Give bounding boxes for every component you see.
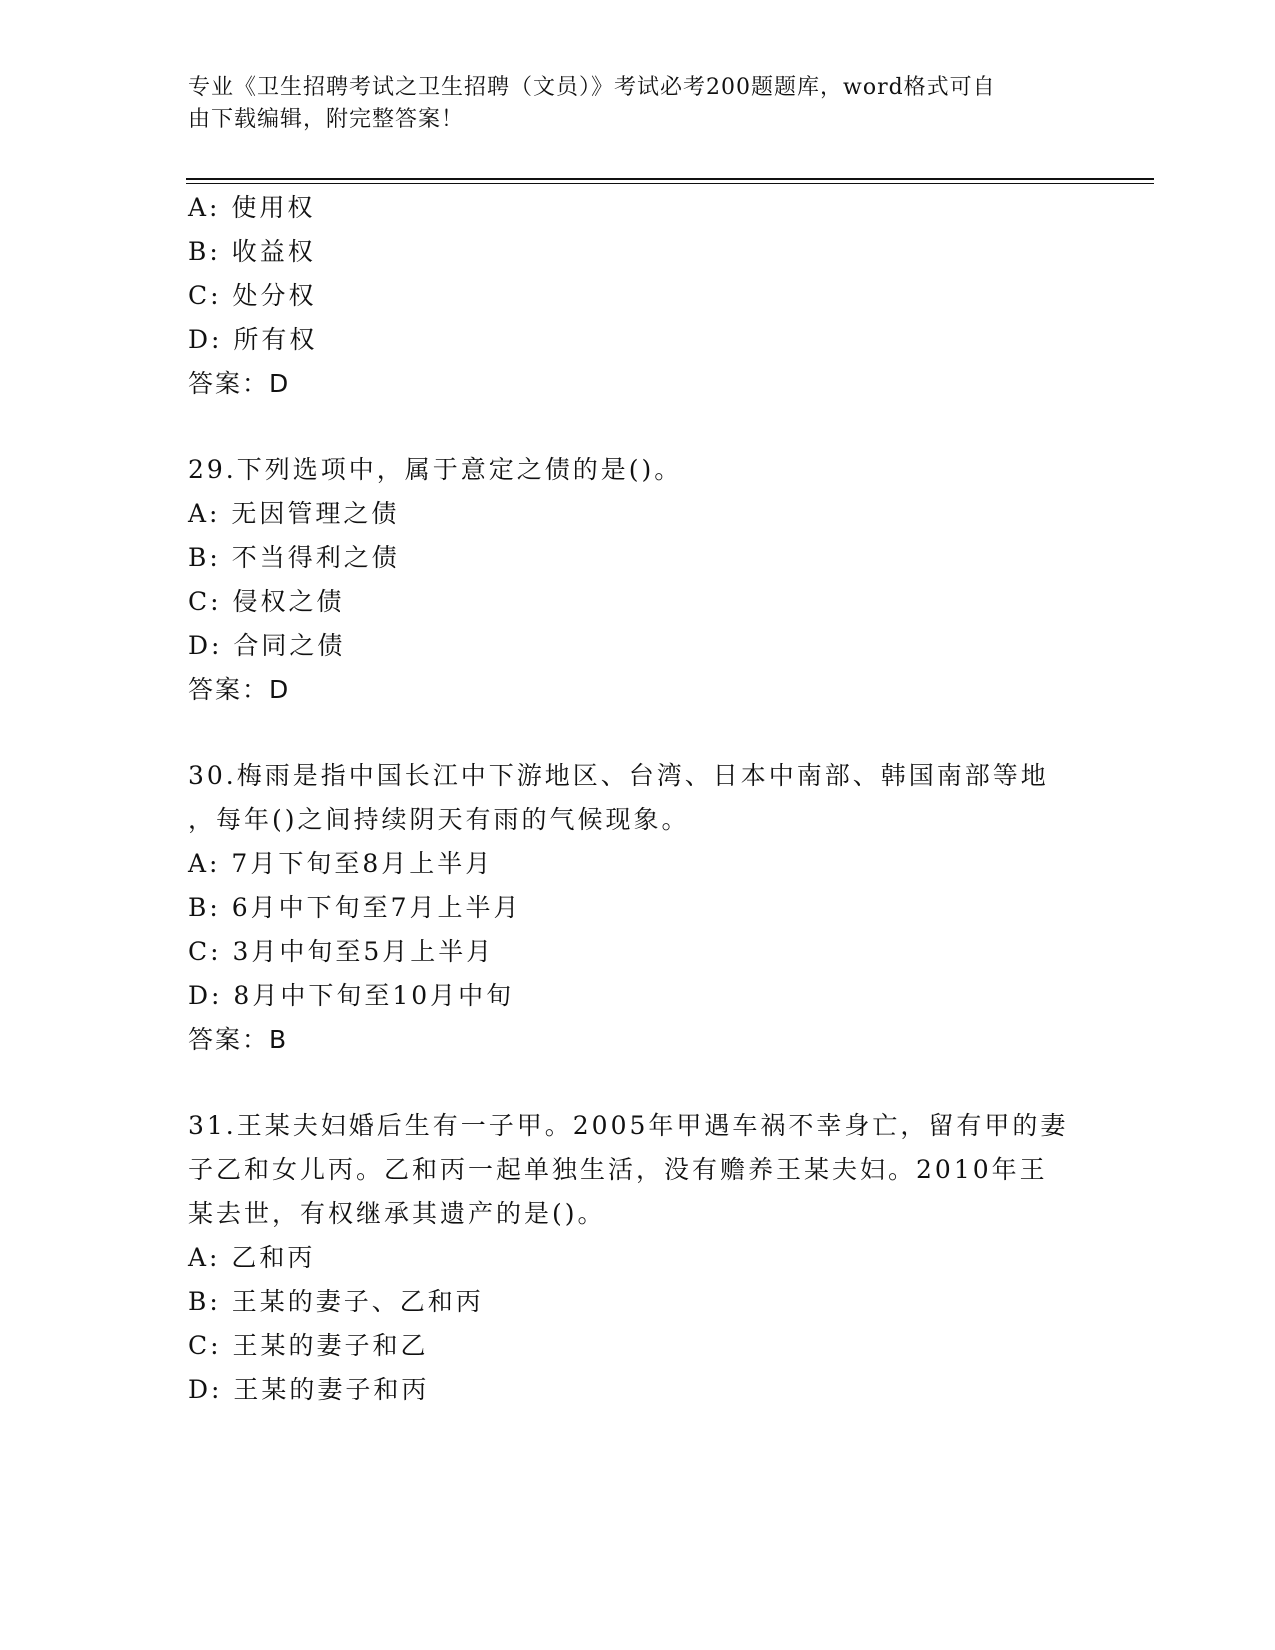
q31-stem-line-1: 31.王某夫妇婚后生有一子甲。2005年甲遇车祸不幸身亡，留有甲的妻	[188, 1111, 1069, 1140]
q31-stem-line-2: 子乙和女儿丙。乙和丙一起单独生活，没有赡养王某夫妇。2010年王	[188, 1155, 1048, 1184]
header-divider-thin	[186, 183, 1154, 184]
q31-option-b: B: 王某的妻子、乙和丙	[188, 1287, 484, 1316]
q31-stem-line-3: 某去世，有权继承其遗产的是()。	[188, 1199, 606, 1228]
q30-stem-line-1: 30.梅雨是指中国长江中下游地区、台湾、日本中南部、韩国南部等地	[188, 761, 1049, 790]
q29-stem: 29.下列选项中，属于意定之债的是()。	[188, 455, 683, 484]
q30-stem-line-2: ，每年()之间持续阴天有雨的气候现象。	[188, 805, 690, 834]
q31-option-d: D: 王某的妻子和丙	[188, 1375, 430, 1404]
q28-option-d: D: 所有权	[188, 325, 318, 354]
q29-option-a: A: 无因管理之债	[188, 499, 400, 528]
q30-option-c: C: 3月中旬至5月上半月	[188, 937, 495, 966]
q29-option-b: B: 不当得利之债	[188, 543, 400, 572]
header-divider	[186, 178, 1154, 180]
q29-option-c: C: 侵权之债	[188, 587, 345, 616]
q31-option-c: C: 王某的妻子和乙	[188, 1331, 429, 1360]
q28-option-a: A: 使用权	[188, 193, 316, 222]
q28-option-b: B: 收益权	[188, 237, 316, 266]
header-line-1: 专业《卫生招聘考试之卫生招聘（文员）》考试必考200题题库，word格式可自	[188, 75, 996, 100]
q29-answer: 答案：D	[188, 675, 291, 704]
q31-option-a: A: 乙和丙	[188, 1243, 316, 1272]
q30-option-a: A: 7月下旬至8月上半月	[188, 849, 494, 878]
header-line-2: 由下载编辑，附完整答案！	[188, 107, 465, 132]
q30-option-d: D: 8月中下旬至10月中旬	[188, 981, 515, 1010]
q29-option-d: D: 合同之债	[188, 631, 346, 660]
document-header	[188, 72, 1068, 136]
q28-option-c: C: 处分权	[188, 281, 317, 310]
q28-answer: 答案：D	[188, 369, 291, 398]
q30-answer: 答案：B	[188, 1025, 289, 1054]
q30-option-b: B: 6月中下旬至7月上半月	[188, 893, 522, 922]
